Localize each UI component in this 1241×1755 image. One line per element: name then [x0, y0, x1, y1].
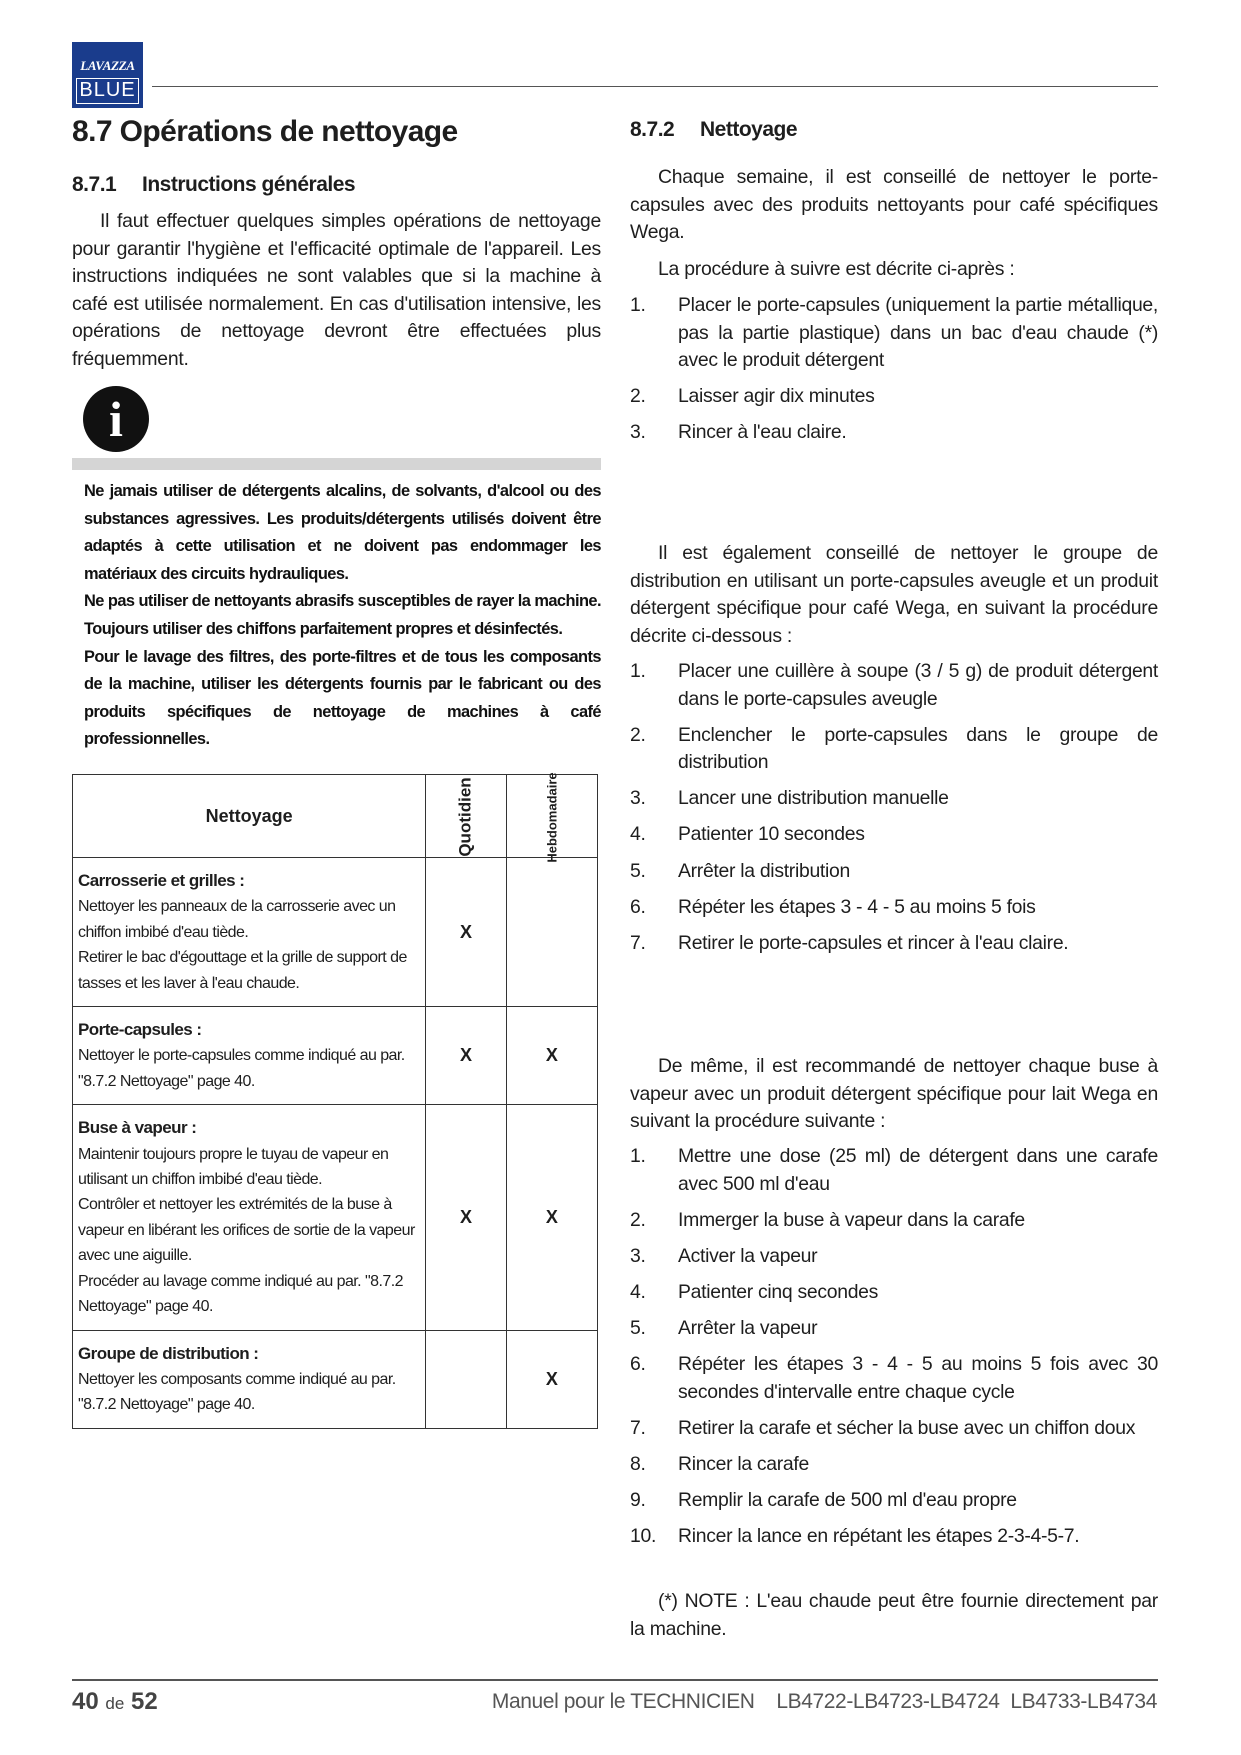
- current-page: 40: [72, 1688, 99, 1715]
- task-line: Contrôler et nettoyer les extrémités de la buse à vapeur en libérant les orifices de sortie de la vapeur avec une aiguille.: [78, 1196, 415, 1265]
- step-number: 1.: [630, 294, 646, 316]
- list-item: [630, 1351, 1158, 1406]
- table-cell-daily: X: [426, 1105, 506, 1330]
- list-item: [630, 1243, 1158, 1271]
- table-row: [73, 1330, 598, 1428]
- step-text: Arrêter la distribution: [678, 859, 850, 882]
- table-header-weekly: Hebdomadaire: [506, 775, 597, 858]
- step-text: Arrêter la vapeur: [678, 1316, 818, 1339]
- instructions-paragraph: Il faut effectuer quelques simples opérations de nettoyage pour garantir l'hygiène et l'efficacité optimale de l'appareil. Les instructions indiquées ne sont valables que si la machine à café est utilisée normalement. En cas d'utilisation intensive, les opérations de nettoyage devront être effectuées plus fréquemment.: [72, 210, 601, 370]
- task-line: Procéder au lavage comme indiqué au par. "8.7.2 Nettoyage" page 40.: [78, 1272, 403, 1316]
- table-cell-daily: X: [426, 858, 506, 1007]
- task-title: Carrosserie et grilles :: [78, 871, 245, 890]
- step-text: Placer une cuillère à soupe (3 / 5 g) de produit détergent dans le porte-capsules aveugle: [678, 660, 1158, 710]
- list-item: [630, 1451, 1158, 1479]
- step-number: 1.: [630, 1145, 646, 1167]
- step-text: Rincer à l'eau claire.: [678, 421, 847, 444]
- list-item: [630, 821, 1158, 849]
- table-row: [73, 858, 598, 1007]
- brand-logo: [72, 42, 143, 108]
- warning-box: [84, 478, 601, 754]
- page-of-label: de: [105, 1694, 125, 1713]
- task-title: Groupe de distribution :: [78, 1343, 259, 1363]
- list-item: [630, 1279, 1158, 1307]
- table-header-cleaning: Nettoyage: [73, 775, 426, 858]
- step-number: 6.: [630, 1353, 646, 1376]
- task-title: Porte-capsules :: [78, 1020, 202, 1040]
- step-number: 3.: [630, 1244, 646, 1267]
- step-text: Répéter les étapes 3 - 4 - 5 au moins 5 fois: [678, 895, 1036, 918]
- step-text: Laisser agir dix minutes: [678, 385, 875, 408]
- step-number: 10.: [630, 1525, 657, 1548]
- list-item: [630, 292, 1158, 375]
- hot-water-note: (*) NOTE : L'eau chaude peut être fournie directement par la machine.: [630, 1590, 1158, 1640]
- subsection-title-instructions: [72, 173, 355, 197]
- step-text: Enclencher le porte-capsules dans le groupe de distribution: [678, 723, 1158, 774]
- list-item: [630, 1315, 1158, 1343]
- list-item: [630, 1143, 1158, 1198]
- step-number: 5.: [630, 1316, 646, 1339]
- capsule-holder-steps: [630, 292, 1158, 455]
- table-cell-weekly: X: [506, 1007, 597, 1105]
- table-cell-task: [73, 858, 426, 1007]
- step-text: Lancer une distribution manuelle: [678, 787, 949, 810]
- list-item: [630, 722, 1158, 777]
- list-item: [630, 894, 1158, 922]
- step-text: Placer le porte-capsules (uniquement la partie métallique, pas la partie plastique) dans un bac d'eau chaude (*) avec le produit détergent: [678, 294, 1158, 372]
- step-number: 7.: [630, 1416, 646, 1439]
- table-header-daily: Quotidien: [426, 775, 506, 858]
- step-number: 2.: [630, 385, 646, 408]
- info-icon: i: [83, 386, 149, 452]
- procedure-intro: La procédure à suivre est décrite ci-après :: [658, 258, 1015, 280]
- list-item: [630, 858, 1158, 886]
- step-text: Retirer le porte-capsules et rincer à l'eau claire.: [678, 931, 1069, 954]
- footer-manual-info: [492, 1690, 1157, 1714]
- step-number: 1.: [630, 660, 646, 682]
- cleaning-schedule-table: [72, 771, 598, 1429]
- table-cell-daily: X: [426, 1007, 506, 1105]
- table-cell-task: [73, 1330, 426, 1428]
- warning-line: Ne jamais utiliser de détergents alcalins, de solvants, d'alcool ou des substances agressives. Les produits/détergents utilisés doivent être adaptés à cette utilisation et ne doivent pas endommager les matériaux des circuits hydrauliques.: [84, 482, 601, 583]
- section-title-text: Opérations de nettoyage: [119, 115, 458, 148]
- step-text: Remplir la carafe de 500 ml d'eau propre: [678, 1488, 1017, 1511]
- step-number: 3.: [630, 421, 646, 444]
- steam-wand-paragraph: De même, il est recommandé de nettoyer chaque buse à vapeur avec un produit détergent spécifique pour lait Wega en suivant la procédure suivante :: [630, 1055, 1158, 1133]
- section-number: 8.7: [72, 115, 112, 148]
- group-cleaning-paragraph: Il est également conseillé de nettoyer le groupe de distribution en utilisant un porte-capsules aveugle et un produit détergent spécifique pour café Wega, en suivant la procédure décrite ci-dessous :: [630, 542, 1158, 647]
- total-pages: 52: [130, 1688, 158, 1715]
- subsection-title-text: Instructions générales: [142, 173, 356, 196]
- cleaning-intro-paragraph: Chaque semaine, il est conseillé de nettoyer le porte-capsules avec des produits nettoyants pour café spécifiques Wega.: [630, 166, 1158, 244]
- table-cell-weekly: X: [506, 1105, 597, 1330]
- list-item: [630, 1207, 1158, 1235]
- task-line: Nettoyer le porte-capsules comme indiqué au par. "8.7.2 Nettoyage" page 40.: [78, 1047, 405, 1090]
- task-line: Nettoyer les panneaux de la carrosserie avec un chiffon imbibé d'eau tiède.: [78, 898, 396, 941]
- list-item: [630, 785, 1158, 813]
- step-text: Rincer la carafe: [678, 1452, 809, 1475]
- step-text: Mettre une dose (25 ml) de détergent dans une carafe avec 500 ml d'eau: [678, 1145, 1158, 1195]
- table-cell-task: [73, 1007, 426, 1105]
- header-divider: [152, 86, 1158, 87]
- list-item: [630, 1523, 1158, 1551]
- table-cell-daily: [426, 1330, 506, 1428]
- step-number: 2.: [630, 1208, 646, 1231]
- task-line: Maintenir toujours propre le tuyau de vapeur en utilisant un chiffon imbibé d'eau tiède.: [78, 1145, 389, 1189]
- section-title: [72, 115, 458, 149]
- step-text: Rincer la lance en répétant les étapes 2-3-4-5-7.: [678, 1525, 1080, 1548]
- logo-text-bottom: BLUE: [76, 78, 139, 104]
- page-number: [72, 1688, 158, 1716]
- group-cleaning-steps: [630, 658, 1158, 966]
- table-cell-weekly: X: [506, 1330, 597, 1428]
- list-item: [630, 1487, 1158, 1515]
- list-item: [630, 930, 1158, 958]
- table-row: [73, 1105, 598, 1330]
- step-number: 4.: [630, 823, 646, 846]
- warning-line: Ne pas utiliser de nettoyants abrasifs susceptibles de rayer la machine.: [84, 592, 601, 611]
- task-title: Buse à vapeur :: [78, 1118, 197, 1138]
- task-line: Retirer le bac d'égouttage et la grille de support de tasses et les laver à l'eau chaude.: [78, 949, 407, 992]
- task-line: Nettoyer les composants comme indiqué au par. "8.7.2 Nettoyage" page 40.: [78, 1370, 396, 1414]
- subsection-number: 8.7.2: [630, 118, 675, 141]
- logo-text-top: LAVAZZA: [80, 58, 135, 73]
- step-text: Répéter les étapes 3 - 4 - 5 au moins 5 fois avec 30 secondes d'intervalle entre chaque cycle: [678, 1353, 1158, 1403]
- list-item: [630, 419, 1158, 447]
- step-text: Activer la vapeur: [678, 1244, 818, 1267]
- step-number: 8.: [630, 1452, 646, 1475]
- step-number: 9.: [630, 1488, 646, 1511]
- step-text: Retirer la carafe et sécher la buse avec un chiffon doux: [678, 1416, 1136, 1439]
- list-item: [630, 658, 1158, 713]
- footer-divider: [72, 1679, 1158, 1681]
- table-cell-weekly: [506, 858, 597, 1007]
- subsection-title-text: Nettoyage: [700, 118, 798, 141]
- subsection-number: 8.7.1: [72, 173, 117, 196]
- step-text: Patienter cinq secondes: [678, 1280, 879, 1303]
- warning-line: Pour le lavage des filtres, des porte-filtres et de tous les composants de la machine, utiliser les détergents fournis par le fabricant ou des produits spécifiques de nettoyage de machines à café professionnelles.: [84, 647, 601, 749]
- table-row: [73, 1007, 598, 1105]
- warning-line: Toujours utiliser des chiffons parfaitement propres et désinfectés.: [84, 619, 563, 638]
- list-item: [630, 383, 1158, 411]
- steam-wand-steps: [630, 1143, 1158, 1559]
- table-cell-task: [73, 1105, 426, 1330]
- step-number: 2.: [630, 723, 646, 746]
- model-numbers: LB4722-LB4723-LB4724 LB4733-LB4734: [776, 1690, 1157, 1713]
- step-number: 6.: [630, 895, 646, 918]
- list-item: [630, 1415, 1158, 1443]
- step-text: Patienter 10 secondes: [678, 823, 865, 846]
- step-number: 4.: [630, 1280, 646, 1303]
- manual-title: Manuel pour le TECHNICIEN: [491, 1690, 755, 1713]
- step-number: 3.: [630, 787, 646, 810]
- step-number: 7.: [630, 931, 646, 954]
- step-text: Immerger la buse à vapeur dans la carafe: [678, 1208, 1025, 1231]
- step-number: 5.: [630, 859, 646, 882]
- info-separator-bar: [72, 458, 601, 470]
- subsection-title-cleaning: [630, 118, 797, 142]
- table-header-row: [73, 775, 598, 858]
